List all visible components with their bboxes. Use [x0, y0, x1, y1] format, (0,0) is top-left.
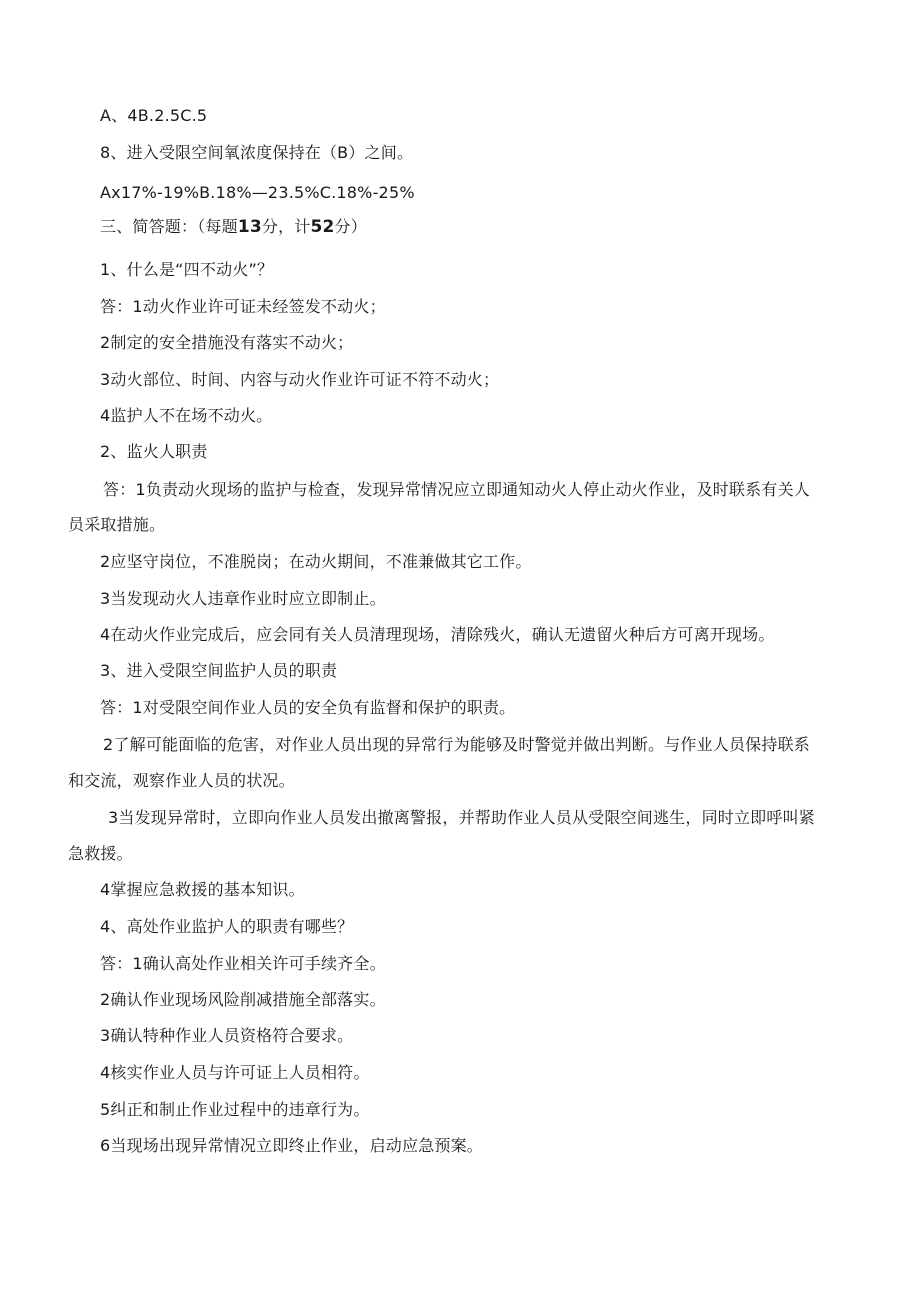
answer-line: 2确认作业现场风险削减措施全部落实。 — [100, 990, 386, 1009]
answer-line: 答：1负责动火现场的监护与检查，发现异常情况应立即通知动火人停止动火作业，及时联系有关人 — [103, 480, 810, 499]
question-line: 2、监火人职责 — [100, 442, 208, 461]
answer-line: 3确认特种作业人员资格符合要求。 — [100, 1026, 354, 1045]
section-heading-prefix: 三、简答题：（每题 — [100, 217, 238, 236]
answer-line: 答：1动火作业许可证未经签发不动火； — [100, 297, 386, 316]
section-heading-mid: 分，计 — [261, 217, 311, 236]
answer-line: 4监护人不在场不动火。 — [100, 406, 273, 425]
question-line: 8、进入受限空间氧浓度保持在（B）之间。 — [100, 143, 414, 162]
answer-line: 2应坚守岗位，不准脱岗；在动火期间，不准兼做其它工作。 — [100, 552, 532, 571]
answer-line: 2制定的安全措施没有落实不动火； — [100, 333, 354, 352]
question-line: 4、高处作业监护人的职责有哪些？ — [100, 917, 354, 936]
question-line: 3、进入受限空间监护人员的职责 — [100, 661, 338, 680]
answer-line: 3当发现动火人违章作业时应立即制止。 — [100, 589, 386, 608]
score-each: 13 — [237, 217, 262, 237]
option-line: A、4B.2.5C.5 — [100, 106, 208, 125]
score-total: 52 — [310, 217, 335, 237]
answer-line: 和交流，观察作业人员的状况。 — [68, 771, 295, 790]
answer-line: 5纠正和制止作业过程中的违章行为。 — [100, 1100, 370, 1119]
answer-line: 3当发现异常时，立即向作业人员发出撤离警报，并帮助作业人员从受限空间逃生，同时立即呼叫紧 — [108, 808, 815, 827]
answer-line: 答：1对受限空间作业人员的安全负有监督和保护的职责。 — [100, 698, 516, 717]
answer-line: 3动火部位、时间、内容与动火作业许可证不符不动火； — [100, 370, 500, 389]
answer-line: 4核实作业人员与许可证上人员相符。 — [100, 1063, 370, 1082]
answer-line: 急救援。 — [68, 844, 133, 863]
answer-line: 答：1确认高处作业相关许可手续齐全。 — [100, 954, 386, 973]
section-heading — [100, 217, 367, 237]
question-line: 1、什么是“四不动火”？ — [100, 260, 274, 279]
answer-line: 6当现场出现异常情况立即终止作业，启动应急预案。 — [100, 1136, 483, 1155]
section-heading-suffix: 分） — [334, 217, 367, 236]
option-line: Ax17%-19%B.18%—23.5%C.18%-25% — [100, 183, 415, 202]
answer-line: 员采取措施。 — [68, 515, 166, 534]
answer-line: 4掌握应急救援的基本知识。 — [100, 880, 305, 899]
answer-line: 4在动火作业完成后，应会同有关人员清理现场，清除残火，确认无遗留火种后方可离开现场。 — [100, 625, 775, 644]
answer-line: 2了解可能面临的危害，对作业人员出现的异常行为能够及时警觉并做出判断。与作业人员保持联系 — [103, 735, 810, 754]
